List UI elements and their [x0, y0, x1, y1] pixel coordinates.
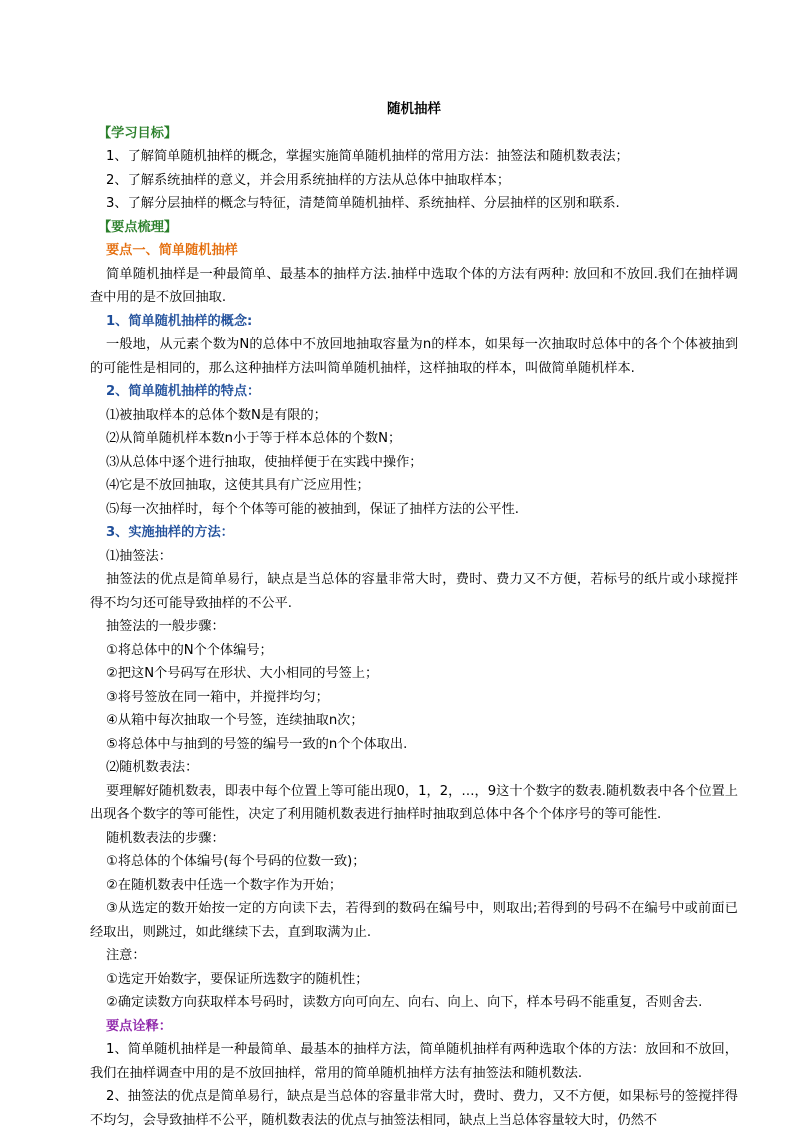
lottery-steps-heading: 抽签法的一般步骤：	[106, 619, 225, 634]
document-body	[90, 98, 738, 1132]
random-step: ③从选定的数开始按一定的方向读下去，若得到的数码在编号中，则取出;若得到的号码不在编号中或前面已经取出，则跳过，如此继续下去，直到取满为止.	[90, 901, 738, 940]
lottery-step: ③将号签放在同一箱中，并搅拌均匀；	[106, 689, 329, 705]
feature-item: ⑵从简单随机样本数n小于等于样本总体的个数N；	[106, 431, 402, 446]
random-steps-heading: 随机数表法的步骤：	[106, 830, 225, 846]
explain-item: 1、简单随机抽样是一种最简单、最基本的抽样方法，简单随机抽样有两种选取个体的方法：放回和不放回，我们在抽样调查中用的是不放回抽样，常用的简单随机抽样方法有抽签法和随机数法.	[90, 1042, 738, 1081]
goal-item: 1、了解简单随机抽样的概念，掌握实施简单随机抽样的常用方法：抽签法和随机数表法；	[106, 149, 629, 164]
feature-item: ⑴被抽取样本的总体个数N是有限的；	[106, 407, 327, 423]
random-step: ②在随机数表中任选一个数字作为开始；	[106, 877, 343, 893]
lottery-step: ④从箱中每次抽取一个号签，连续抽取n次；	[106, 713, 364, 728]
random-text: 要理解好随机数表，即表中每个位置上等可能出现0，1，2，…，9这十个数字的数表.随机数表中各个位置上出现各个数字的等可能性，决定了利用随机数表进行抽样时抽取到总体中各个个体序号的等可能性.	[90, 783, 738, 822]
concept-text: 一般地，从元素个数为N的总体中不放回地抽取容量为n的样本，如果每一次抽取时总体中的各个个体被抽到的可能性是相同的，那么这种抽样方法叫简单随机抽样，这样抽取的样本，叫做简单随机样本.	[90, 337, 738, 376]
goal-item: 2、了解系统抽样的意义，并会用系统抽样的方法从总体中抽取样本；	[106, 172, 511, 188]
random-step: ①将总体的个体编号(每个号码的位数一致)；	[106, 854, 366, 869]
goals-heading: 【学习目标】	[98, 125, 178, 141]
random-heading: ⑵随机数表法：	[106, 760, 199, 775]
explain-heading: 要点诠释：	[106, 1018, 172, 1034]
note-item: ①选定开始数字，要保证所选数字的随机性；	[106, 971, 369, 987]
features-heading: 2、简单随机抽样的特点：	[106, 384, 261, 399]
note-item: ②确定读数方向获取样本号码时，读数方向可向左、向右、向上、向下，样本号码不能重复，否则舍去.	[106, 995, 703, 1010]
lottery-step: ⑤将总体中与抽到的号签的编号一致的n个个体取出.	[106, 736, 408, 752]
explain-item: 2、抽签法的优点是简单易行，缺点是当总体的容量非常大时，费时、费力，又不方便，如果标号的签搅拌得不均匀，会导致抽样不公平，随机数表法的优点与抽签法相同，缺点上当总体容量较大时，仍然不	[90, 1089, 738, 1128]
summary-heading: 【要点梳理】	[98, 219, 178, 235]
page-title: 随机抽样	[387, 101, 441, 117]
lottery-heading: ⑴抽签法：	[106, 548, 172, 564]
lottery-step: ①将总体中的N个个体编号；	[106, 642, 273, 658]
feature-item: ⑸每一次抽样时，每个个体等可能的被抽到，保证了抽样方法的公平性.	[106, 501, 520, 517]
point1-intro: 简单随机抽样是一种最简单、最基本的抽样方法.抽样中选取个体的方法有两种: 放回和不放回.我们在抽样调查中用的是不放回抽取.	[90, 266, 738, 305]
lottery-step: ②把这N个号码写在形状、大小相同的号签上；	[106, 666, 379, 681]
feature-item: ⑷它是不放回抽取，这使其具有广泛应用性；	[106, 478, 370, 493]
goal-item: 3、了解分层抽样的概念与特征，清楚简单随机抽样、系统抽样、分层抽样的区别和联系.	[106, 196, 620, 211]
concept-heading: 1、简单随机抽样的概念:	[106, 313, 253, 329]
point1-heading: 要点一、简单随机抽样	[106, 243, 238, 258]
lottery-text: 抽签法的优点是简单易行，缺点是当总体的容量非常大时，费时、费力又不方便，若标号的纸片或小球搅拌得不均匀还可能导致抽样的不公平.	[90, 572, 738, 611]
notes-heading: 注意：	[106, 948, 146, 963]
methods-heading: 3、实施抽样的方法：	[106, 525, 234, 540]
feature-item: ⑶从总体中逐个进行抽取，使抽样便于在实践中操作；	[106, 454, 423, 470]
